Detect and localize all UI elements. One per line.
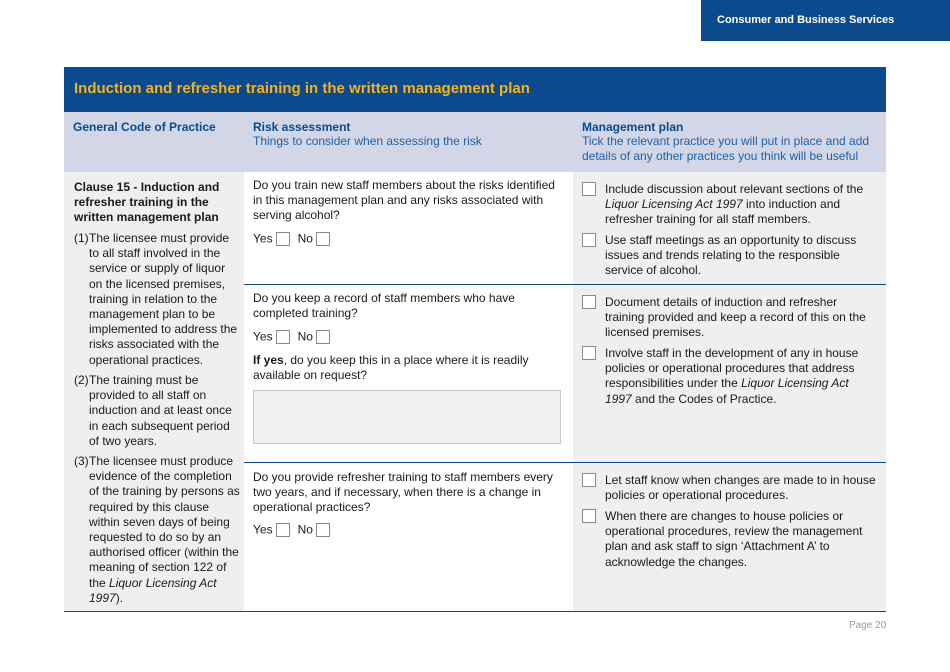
practice-checkbox[interactable] (582, 295, 596, 309)
act-name: Liquor Licensing Act 1997 (605, 376, 849, 406)
practice-text: Involve staff in the development of any in house policies or operational procedures that address responsibilities under the (605, 346, 859, 391)
page-number: Page 20 (849, 620, 887, 631)
column-header-risk (244, 112, 573, 172)
table-bottom-border (64, 611, 886, 612)
column-heading: Risk assessment (253, 120, 351, 134)
section-banner (64, 67, 886, 112)
risk-question-1: Do you train new staff members about the risks identified in this management plan and any risks associated with serving alcohol? (253, 178, 555, 223)
practice-text: Document details of induction and refresher training provided and keep a record of this on the licensed premises. (605, 295, 866, 340)
yes-label: Yes (253, 522, 273, 537)
practice-checkbox[interactable] (582, 182, 596, 196)
practice-item (582, 473, 878, 503)
clause-item-text: The licensee must produce evidence of the completion of the training by persons as required by this clause within seven days of being requested to do so by an authorised officer (within the meaning of section 122 of the (89, 454, 240, 590)
column-heading: General Code of Practice (73, 120, 216, 134)
no-checkbox[interactable] (316, 523, 330, 537)
clause-item-number: (2) (74, 373, 89, 387)
practice-checkbox[interactable] (582, 233, 596, 247)
clause-item-text: The licensee must provide to all staff involved in the service or supply of liquor on the licensed premises, training in relation to the management plan to be implemented to address the risks associated with the operational practices. (89, 231, 238, 367)
yes-label: Yes (253, 329, 273, 344)
row-divider (244, 284, 886, 285)
row-divider (244, 462, 886, 463)
clause-item-text-end: ). (115, 590, 124, 605)
practice-text: When there are changes to house policies or operational procedures, review the management plan and ask staff to sign ‘Attachment A’ to acknowledge the changes. (605, 509, 863, 569)
yes-no-group-2 (253, 329, 338, 344)
clause-item (74, 454, 240, 606)
practice-text: Include discussion about relevant sections of the (605, 182, 864, 196)
yes-checkbox[interactable] (276, 330, 290, 344)
act-name: Liquor Licensing Act 1997 (89, 575, 217, 605)
clause-item-text: The training must be provided to all staff on induction and at least once in each subsequent period of two years. (89, 373, 232, 448)
clause-title: Clause 15 - Induction and refresher training in the written management plan (74, 180, 220, 224)
column-header-management (573, 112, 886, 172)
column-header-code (64, 112, 244, 172)
practice-checkbox[interactable] (582, 346, 596, 360)
practice-item (582, 295, 878, 341)
practice-checkbox[interactable] (582, 473, 596, 487)
act-name: Liquor Licensing Act 1997 (605, 197, 743, 212)
yes-checkbox[interactable] (276, 523, 290, 537)
practice-text-end: and the Codes of Practice. (631, 391, 777, 406)
yes-label: Yes (253, 231, 273, 246)
yes-checkbox[interactable] (276, 232, 290, 246)
risk-question-2: Do you keep a record of staff members who have completed training? (253, 291, 515, 321)
question-text: , do you keep this in a place where it is readily available on request? (253, 353, 529, 383)
answer-textarea[interactable] (253, 390, 561, 444)
practice-item (582, 346, 878, 407)
practice-text-end: into induction and refresher training for all staff members. (605, 197, 841, 227)
no-label: No (297, 231, 313, 246)
practice-item (582, 182, 878, 228)
practice-checkbox[interactable] (582, 509, 596, 523)
yes-no-group-1 (253, 231, 338, 246)
yes-no-group-3 (253, 522, 338, 537)
column-heading: Management plan (582, 120, 684, 134)
risk-question-2b (253, 353, 565, 383)
section-title: Induction and refresher training in the written management plan (74, 80, 530, 97)
column-subheading: Things to consider when assessing the risk (253, 134, 482, 148)
no-label: No (297, 329, 313, 344)
risk-question-3: Do you provide refresher training to staff members every two years, and if necessary, when there is a change in operational practices? (253, 470, 553, 515)
clause-item-number: (3) (74, 454, 89, 468)
no-label: No (297, 522, 313, 537)
if-yes-label: If yes (253, 353, 284, 367)
practice-text: Use staff meetings as an opportunity to discuss issues and trends relating to the responsible service of alcohol. (605, 233, 857, 278)
clause-item (74, 231, 240, 368)
column-subheading: Tick the relevant practice you will put in place and add details of any other practices you think will be useful (582, 134, 870, 163)
department-tab: Consumer and Business Services (701, 0, 950, 41)
clause-item-number: (1) (74, 231, 89, 245)
practice-item (582, 509, 878, 570)
practice-item (582, 233, 878, 279)
no-checkbox[interactable] (316, 330, 330, 344)
clause-item (74, 373, 240, 449)
practice-text: Let staff know when changes are made to in house policies or operational procedures. (605, 473, 876, 503)
no-checkbox[interactable] (316, 232, 330, 246)
